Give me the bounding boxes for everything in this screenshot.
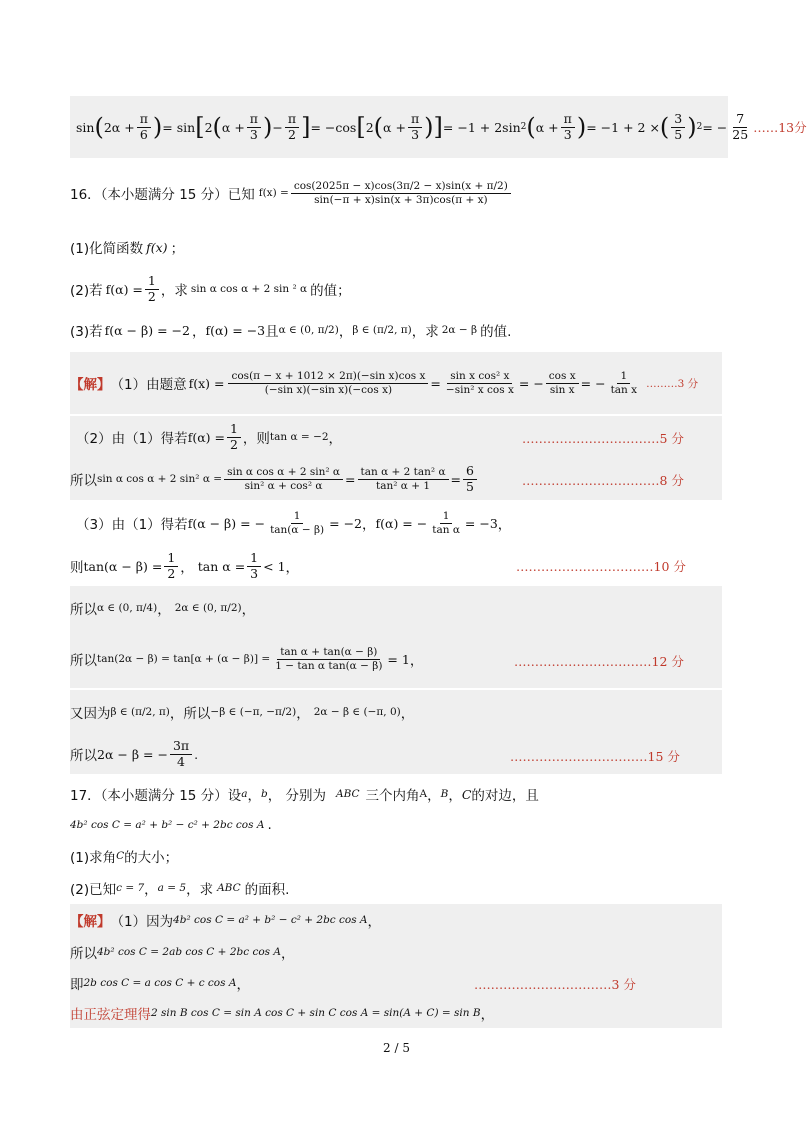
sol17-l2-expr: 4b² cos C = 2ab cos C + 2bc cos A (97, 946, 281, 958)
score-mark: ……………………………5 分 (522, 431, 684, 446)
paren-left: ( (526, 113, 536, 141)
superscript: 2 (696, 122, 703, 132)
q17-stem (70, 782, 722, 806)
frac-num: cos x (546, 370, 579, 383)
formula-row-top (70, 96, 807, 158)
fraction (224, 466, 343, 491)
fraction (267, 510, 327, 535)
sol16-s9-end: . (194, 746, 199, 762)
q16-p2-expr: sin α cos α + 2 sin ² α (190, 283, 308, 295)
frac-num: 6 (463, 464, 477, 479)
q16-p3-ask: ，求 (411, 324, 439, 340)
sol16-s5-expr: tan(α − β) = (83, 558, 163, 574)
sol16-s1-text: （1）由题意 (110, 377, 187, 393)
q17-part1 (70, 844, 722, 868)
formula-part: = −1 + 2sin (442, 119, 521, 135)
q16-p2-text: (2)若 (70, 283, 103, 299)
q17-a: a (241, 788, 248, 800)
frac-den: 3 (249, 126, 258, 142)
sol16-s4-end: ， (497, 517, 512, 533)
paren-right: ) (152, 113, 163, 141)
q16-p3-sep: ， (191, 324, 206, 340)
frac-den: sin x (549, 383, 575, 396)
sol17-l2-text: 所以 (70, 946, 97, 962)
q16-p3-r2: β ∈ (π/2, π) (352, 324, 412, 336)
q16-p2-ask: ，求 (160, 283, 188, 299)
q16-p2-f: f(α) = (105, 281, 143, 297)
q17-condition (70, 814, 722, 836)
frac-den: 2 (167, 565, 176, 581)
fraction (170, 739, 192, 769)
sol17-l3-text: 即 (70, 977, 84, 993)
sol16-line1: 【解】 （1）由题意 f(x) = $\frac{\text{cos(π − x + 1012 × 2π)(−sin x)cos x}}{\text{(−sin x)(−sin x)(−cos x)}}$ = $\frac{\text{sin x cos² x}}{\text{−sin² x cos x}}$ = − $\frac{\text{cos x}}{\text{sin x}}$ = − $\frac{1}{\text{tan x}}$ ………3 分 (70, 352, 722, 414)
sol17-l4-end: ， (480, 1007, 495, 1023)
frac-num: 1 (440, 510, 453, 523)
sol16-s2-then: ，则 (242, 431, 270, 447)
q17-b: b (260, 788, 268, 800)
q17-p2-text: (2)已知 (70, 882, 117, 898)
frac-den: 1 − tan α tan(α − β) (275, 659, 383, 672)
paren-left: ( (373, 113, 384, 141)
sol16-s8-expr2: −β ∈ (−π, −π/2) (210, 706, 297, 718)
bracket-right: ] (301, 113, 311, 141)
q16-lead: 16．（本小题满分 15 分）已知 (70, 187, 255, 203)
sol17-l4-expr: 2 sin B cos C = sin A cos C + sin C cos A = sin(A + C) = sin B (151, 1007, 481, 1019)
paren-right: ) (424, 113, 434, 141)
formula-part: − (272, 119, 283, 135)
sol16-s7-text: 所以 (70, 653, 97, 669)
sol16-s5-sep: ， (180, 560, 194, 576)
sol16-s7-eq: = 1 (387, 651, 410, 667)
sol16-line4 (70, 502, 722, 544)
q17-c2: ， 分别为 (267, 788, 326, 804)
q16-p3-sep2: ， (338, 324, 353, 340)
sol16-s8-so: ，所以 (169, 706, 211, 722)
solution-tag: 【解】 (70, 914, 111, 930)
sol16-s4-f: f(α − β) = − (187, 515, 266, 531)
frac-den: 2 (288, 126, 296, 142)
sol16-s1-f: f(x) = (188, 375, 225, 391)
score-mark: ……………………………12 分 (514, 654, 684, 669)
formula-part: = −cos (310, 119, 357, 135)
q17-part2 (70, 876, 722, 900)
q16-p3-f2: f(α) = −3 (205, 322, 266, 338)
sol16-line3: 所以 sin α cos α + 2 sin² α = $\frac{\text{sin α cos α + 2 sin² α}}{\text{sin² α + cos² α}}$ = $\frac{\text{tan α + 2 tan² α}}{\text{tan² α + 1}}$ = $\frac{6}{5}$ (70, 458, 722, 500)
sol16-s3-expr: sin α cos α + 2 sin² α = (97, 473, 223, 485)
q17-mid: 三个内角 (365, 788, 420, 804)
sol16-s4-f2: f(α) = − (375, 515, 428, 531)
q17-cond: 4b² cos C = a² + b² − c² + 2bc cos A (70, 819, 265, 831)
sol16-s8-expr3: 2α − β ∈ (−π, 0) (313, 706, 401, 718)
sol16-s2-text: （2）由（1）得若 (76, 431, 188, 447)
q16-p3-r1: α ∈ (0, π/2) (278, 324, 339, 336)
frac-num: π (561, 112, 575, 127)
formula-part: α + (383, 119, 406, 135)
frac-den: (−sin x)(−sin x)(−cos x) (264, 383, 393, 396)
sol16-line8 (70, 690, 722, 734)
fraction (228, 370, 428, 395)
frac-num: π (137, 112, 151, 127)
formula-part: = sin (162, 119, 196, 135)
q16-part1 (70, 234, 722, 260)
sol17-l2-end: ， (280, 946, 295, 962)
sol16-s4-eq2: = −3 (464, 515, 498, 531)
sol17-l1-text: （1）因为 (110, 914, 174, 930)
fraction (408, 112, 422, 142)
score-mark: ……13分 (753, 120, 807, 135)
paren-left: ( (659, 113, 670, 141)
q17-A: A (419, 788, 428, 800)
q16-p1-f: f(x) (146, 239, 168, 255)
score-mark: ……………………………15 分 (510, 749, 680, 764)
frac-den: 2 (229, 436, 238, 452)
frac-den: 3 (411, 126, 420, 142)
frac-den: sin² α + cos² α (244, 479, 323, 492)
sol16-s7-expr: tan(2α − β) = tan[α + (α − β)] = (97, 653, 271, 665)
frac-den: 2 (147, 288, 156, 304)
sol17-l3-end: ， (236, 977, 250, 993)
sol16-s6-expr: α ∈ (0, π/4) (97, 602, 158, 614)
q17-p2-sep: ， (144, 882, 158, 898)
q16-p3-end: 的值. (480, 324, 512, 340)
sol16-s8-text: 又因为 (70, 706, 111, 722)
fraction (561, 112, 575, 142)
sol16-s2-end: ， (328, 431, 343, 447)
fraction (227, 422, 241, 452)
paren-left: ( (212, 113, 222, 141)
q17-p1-end: 的大小； (124, 850, 179, 866)
frac-den: tan x (610, 383, 638, 396)
sol16-s6-end: ， (241, 602, 256, 618)
frac-den: 3 (250, 565, 259, 581)
sol16-s3-text: 所以 (70, 473, 97, 489)
frac-num: 1 (291, 510, 304, 523)
sol16-s8-end: ， (400, 706, 415, 722)
bracket-right: ] (433, 113, 443, 141)
frac-num: sin α cos α + 2 sin² α (224, 466, 343, 479)
sol16-s6-text: 所以 (70, 602, 97, 618)
sol17-l1-expr: 4b² cos C = a² + b² − c² + 2bc cos A (173, 914, 368, 926)
frac-den: 6 (139, 126, 148, 142)
sol16-s9-text: 所以 (70, 748, 97, 764)
frac-den: 3 (563, 126, 572, 142)
superscript: 2 (520, 122, 527, 132)
q17-c4: ， (448, 788, 462, 804)
frac-den: 25 (732, 126, 749, 142)
frac-num: 1 (247, 551, 261, 566)
q17-p1-C: C (116, 850, 125, 862)
frac-num: 1 (164, 551, 178, 566)
paren-left: ( (94, 113, 104, 141)
frac-den: 4 (177, 753, 185, 769)
q16-p1-end: ； (170, 241, 185, 257)
sol16-s5-expr2: tan α = (197, 558, 246, 574)
frac-num: 7 (733, 112, 747, 127)
q17-C: C (461, 786, 472, 802)
q17-c3: ， (427, 788, 441, 804)
formula-part: = −1 + 2 × (586, 119, 660, 135)
frac-den: tan α (432, 523, 460, 536)
formula-part: α + (221, 119, 245, 135)
fraction (546, 370, 579, 395)
fraction (671, 112, 685, 142)
sol16-line6 (70, 586, 722, 630)
q17-tail: 的对边，且 (471, 788, 539, 804)
fraction (443, 370, 517, 395)
fraction (429, 510, 463, 535)
q16-p1-text: (1)化简函数 (70, 241, 144, 257)
q17-p2-a: a = 5 (157, 882, 187, 894)
frac-num: π (408, 112, 422, 127)
frac-num: tan α + tan(α − β) (277, 646, 380, 659)
q16-stem (70, 162, 722, 224)
fraction (272, 646, 385, 671)
frac-den: 5 (466, 478, 474, 494)
score-mark: ……………………………3 分 (474, 977, 636, 992)
sol16-s6-expr2: 2α ∈ (0, π/2) (174, 602, 242, 614)
q17-lead: 17．（本小题满分 15 分）设 (70, 788, 242, 804)
q16-part3 (70, 312, 722, 348)
sol17-line1 (70, 904, 722, 936)
formula-part: = − (702, 119, 728, 135)
fraction (145, 274, 159, 304)
q17-c1: ， (247, 788, 261, 804)
sol16-s5-end: ， (285, 560, 300, 576)
fraction (247, 551, 261, 581)
fraction (358, 466, 449, 491)
q17-p2-end: 的面积. (244, 882, 290, 898)
frac-num: 1 (227, 422, 241, 437)
sol16-s2-expr: tan α = −2 (269, 431, 329, 443)
formula-part: α + (535, 119, 559, 135)
formula-part: 2α + (103, 119, 135, 135)
frac-num: 1 (617, 370, 630, 383)
sol17-line4 (70, 998, 722, 1028)
frac-den: sin(−π + x)sin(x + 3π)cos(π + x) (314, 193, 488, 206)
sol17-l3-expr: 2b cos C = a cos C + c cos A (83, 977, 237, 989)
formula-part: sin (76, 119, 95, 135)
q16-part2 (70, 272, 722, 306)
frac-num: cos(2025π − x)cos(3π/2 − x)sin(x + π/2) (291, 180, 511, 193)
frac-num: cos(π − x + 1012 × 2π)(−sin x)cos x (228, 370, 428, 383)
score-mark: ………3 分 (646, 377, 699, 390)
fraction (463, 464, 477, 494)
q16-fraction (291, 180, 511, 205)
formula-part: 2 (365, 119, 374, 135)
q16-p2-end: 的值； (310, 283, 351, 299)
fraction (729, 112, 751, 142)
q17-B: B (440, 788, 449, 800)
q17-cond-end: . (267, 817, 272, 833)
sol16-s5-lt: < 1 (263, 558, 286, 574)
q17-p2-c: c = 7 (116, 882, 145, 894)
paren-right: ) (687, 113, 697, 141)
score-mark: ……………………………8 分 (522, 473, 684, 488)
q17-p2-abc: ABC (217, 882, 241, 894)
fraction (247, 112, 261, 142)
q16-p3-and: 且 (265, 324, 279, 340)
frac-den: tan² α + 1 (376, 479, 431, 492)
frac-num: π (247, 112, 261, 127)
sol16-s4-sep: ， (362, 517, 376, 533)
frac-num: π (285, 112, 299, 127)
sol16-s8-sep: ， (296, 706, 310, 722)
sol16-s9-expr: 2α − β = − (97, 746, 168, 762)
fraction (137, 112, 151, 142)
paren-right: ) (576, 113, 587, 141)
page-number: 2 / 5 (383, 1041, 410, 1055)
formula-part: 2 (204, 119, 213, 135)
sol17-l1-end: ， (367, 914, 382, 930)
solution-tag: 【解】 (70, 377, 111, 393)
frac-den: −sin² x cos x (445, 383, 514, 396)
frac-den: 5 (674, 126, 683, 142)
q16-f: f(x) = (258, 187, 289, 199)
sol16-s7-end: ， (409, 653, 424, 669)
paren-right: ) (263, 113, 273, 141)
frac-num: 1 (145, 274, 159, 289)
q16-p3-f1: f(α − β) = −2 (104, 322, 190, 338)
sol16-s5-text: 则 (70, 560, 84, 576)
q17-p1-text: (1)求角 (70, 850, 117, 866)
sol16-s4-text: （3）由（1）得若 (76, 517, 188, 533)
frac-num: tan α + 2 tan² α (358, 466, 449, 479)
fraction (285, 112, 299, 142)
frac-num: 3 (671, 112, 685, 127)
fraction (164, 551, 178, 581)
sol16-s8-expr: β ∈ (π/2, π) (110, 706, 170, 718)
sol16-s2-f: f(α) = (187, 429, 225, 445)
sol17-line2 (70, 936, 722, 968)
q16-p3-expr: 2α − β (441, 324, 478, 336)
bracket-left: [ (356, 113, 366, 141)
bracket-left: [ (195, 113, 205, 141)
q17-abc: ABC (336, 788, 360, 800)
frac-num: sin x cos² x (447, 370, 512, 383)
score-mark: ……………………………10 分 (516, 559, 686, 574)
frac-num: 3π (170, 739, 192, 754)
q16-p3-text: (3)若 (70, 324, 103, 340)
sol17-l4-text: 由正弦定理得 (70, 1007, 151, 1023)
frac-den: tan(α − β) (270, 523, 325, 536)
q17-p2-ask: ，求 (186, 882, 214, 898)
sol16-s6-sep: ， (157, 602, 171, 618)
sol16-s4-eq: = −2 (329, 515, 363, 531)
fraction (608, 370, 641, 395)
